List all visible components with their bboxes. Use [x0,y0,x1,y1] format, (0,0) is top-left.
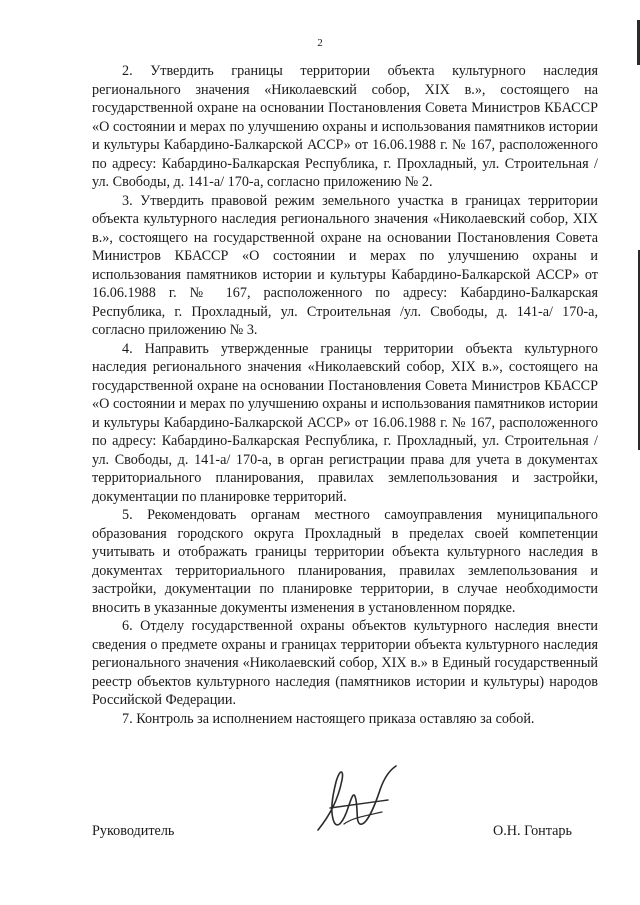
document-body [92,62,598,728]
paragraph-5: 5. Рекомендовать органам местного самоуправления муниципального образования городского округа Прохладный в пределах своей компетенции учитывать и отображать границы территории объекта культурного наследия в документах территориального планирования, правилах землепользования и застройки, документации по планировке территории, в случае необходимости вносить в указанные документы изменения в установленном порядке. [92,507,598,616]
paragraph-6: 6. Отделу государственной охраны объектов культурного наследия внести сведения о предмете охраны и границах территории объекта культурного наследия регионального значения «Николаевский собор, XIX в.» в Единый государственный реестр объектов культурного наследия (памятников истории и культуры) народов Российской Федерации. [92,618,598,708]
signatory-title: Руководитель [92,823,175,839]
paragraph-2: 2. Утвердить границы территории объекта культурного наследия регионального значения «Николаевский собор, XIX в.», состоящего на государственной охране на основании Постановления Совета Министров КБАССР «О состоянии и мерах по улучшению охраны и использования памятников истории и культуры Кабардино-Балкарской АССР» от 16.06.1988 г. № 167, расположенного по адресу: Кабардино-Балкарская Республика, г. Прохладный, ул. Строительная /ул. Свободы, д. 141-а/ 170-а, согласно приложению № 2. [92,63,598,190]
paragraph-3: 3. Утвердить правовой режим земельного участка в границах территории объекта культурного наследия регионального значения «Николаевский собор, XIX в.», состоящего на государственной охране на основании Постановления Совета Министров КБАССР «О состоянии и мерах по улучшению охраны и использования памятников истории и культуры Кабардино-Балкарской АССР» от 16.06.1988 г. № 167, расположенного по адресу: Кабардино-Балкарская Республика, г. Прохладный, ул. Строительная /ул. Свободы, д. 141-а/ 170-а, согласно приложению № 3. [92,192,598,338]
signatory-name: О.Н. Гонтарь [492,823,572,839]
paragraph-4: 4. Направить утвержденные границы территории объекта культурного наследия регионального значения «Николаевский собор, XIX в.», состоящего на государственной охране на основании Постановления Совета Министров КБАССР «О состоянии и мерах по улучшению охраны и использования памятников истории и культуры Кабардино-Балкарской АССР» от 16.06.1988 г. № 167, расположенного по адресу: Кабардино-Балкарская Республика, г. Прохладный, ул. Строительная /ул. Свободы, д. 141-а/ 170-а, в орган регистрации права для учета в документах территориального планирования, правилах землепользования и застройки, документации по планировке территорий. [92,340,598,505]
paragraph-7: 7. Контроль за исполнением настоящего приказа оставляю за собой. [122,710,535,727]
page-number: 2 [317,37,323,49]
handwritten-signature-icon [300,760,410,840]
